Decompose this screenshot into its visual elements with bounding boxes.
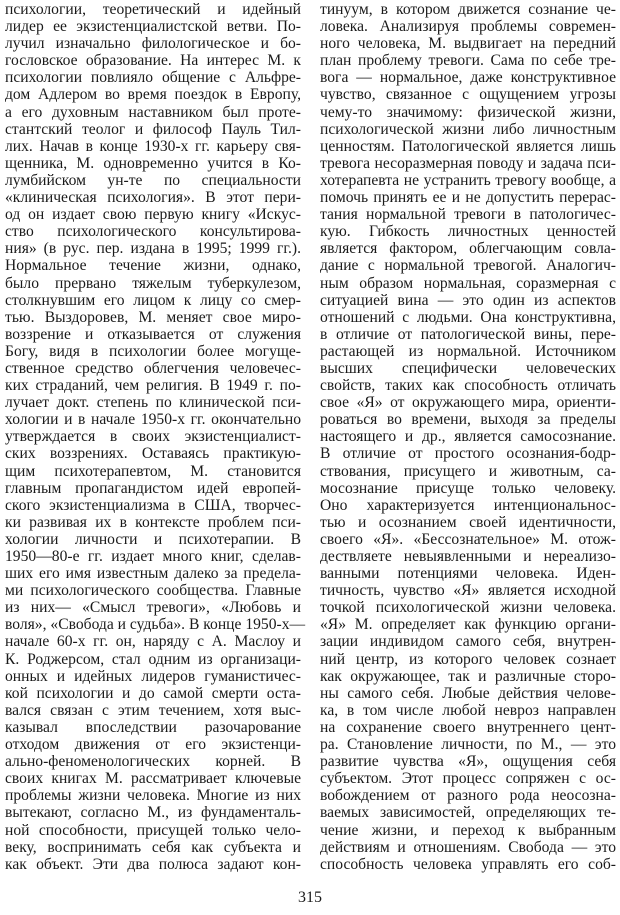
text-line: «клиническая психология». В этот пери- [5,189,301,207]
text-line: вобождением от разного рода неосозна- [320,787,616,805]
text-line: на сохранение своего внутреннего цент- [320,718,616,736]
text-line: ственное средство облегчения человечес- [5,359,301,377]
text-line: веку, воспринимать себя как субъекта и [5,838,301,856]
text-line: лидер ее экзистенциалистской ветви. По- [5,18,301,36]
text-line: чему-то значимому: физической жизни, [320,103,616,121]
text-line: «Я» М. определяет как функцию органи- [320,616,616,634]
text-line: отходом движения от его экзистенци- [5,736,301,754]
text-line: ны самого себя. Любые действия челове- [320,684,616,702]
text-line: казывал впоследствии разочарование [5,718,301,736]
text-line: 1950—80-е гг. издает много книг, сделав- [5,548,301,565]
text-line: ния» (в рус. пер. издана в 1995; 1999 гг.). [5,240,301,258]
text-line: стантский теолог и философ Пауль Тил- [5,120,301,138]
text-line: ванными потенциями человека. Иден- [320,565,616,583]
text-line: Оно характеризуется интенциональнос- [320,496,616,514]
text-line: хологии личности и психотерапии. В [5,530,301,548]
text-line: психологии, теоретический и идейный [5,1,301,18]
text-line: субъектом. Этот процесс сопряжен с ос- [320,770,616,788]
text-line: хологии и в начале 1950-х гг. окончательно [5,411,301,429]
left-text-column [5,1,306,873]
text-line: психологии повлияло общение с Альфре- [5,69,301,87]
text-line: зации индивидом самого себя, внутрен- [320,633,616,651]
text-line: своего «Я». «Бессознательное» М. отож- [320,530,616,548]
text-line: К. Роджерсом, стал одним из организаци- [5,650,301,668]
text-line: тью и осознанием своей идентичности, [320,513,616,531]
text-line: ших его имя известным далеко за предела- [5,565,301,583]
text-line: способность человека управлять его соб- [320,855,616,873]
text-line: план проблему тревоги. Сама по себе тре- [320,52,616,70]
text-line: свойств, таких как способность отличать [320,377,616,395]
text-line: тания нормальной тревоги в патологичес- [320,206,616,224]
text-line: роваться во времени, выходя за пределы [320,411,616,429]
text-line: лумбийском ун-те по специальности [5,171,301,189]
text-line: Нормальное течение жизни, однако, [5,257,301,275]
text-line: высших специфически человеческих [320,359,616,377]
text-line: ми психологического сообщества. Главные [5,582,301,600]
text-line: воля», «Свобода и судьба». В конце 1950-х— [5,616,306,634]
text-line: свое «Я» от окружающего мира, ориенти- [320,394,616,412]
text-line: ваемых зависимостей, определяющих те- [320,804,616,822]
text-line: столкнувшим его лицом к лицу со смер- [5,291,301,309]
text-line: чение жизни, и переход к выбранным [320,821,616,839]
text-line: из них— «Смысл тревоги», «Любовь и [5,599,301,617]
text-line: ного человека, М. выдвигает на передний [320,35,616,53]
text-line: как объект. Эти два полюса задают кон- [5,855,301,873]
text-line: воззрение и отказывается от служения [5,325,301,343]
text-line: помочь принять ее и не допустить перерас- [320,189,616,207]
right-text-column [320,1,616,873]
text-line: ствования, присущего и животным, са- [320,462,616,480]
text-line: кой психологии и до самой смерти оста- [5,684,301,702]
text-line: действиям и отношениям. Свобода — это [320,838,616,856]
text-line: главным пропагандистом идей европей- [5,479,301,497]
text-line: лих. Начав в конце 1930-х гг. карьеру свя- [5,137,301,155]
text-line: ких страданий, чем религия. В 1949 г. по- [5,377,301,395]
text-line: тичность, чувство «Я» является исходной [320,582,616,600]
text-line: начале 60-х гг. он, наряду с А. Маслоу и [5,633,301,651]
text-line: вога — нормальное, даже конструктивное [320,69,616,87]
text-line: дествляете невыявленными и нереализо- [320,548,616,565]
text-line: од он издает свою первую книгу «Искус- [5,206,301,224]
text-line: утверждается в своих экзистенциалист- [5,428,301,446]
text-line: хотерапевта не устранить тревогу вообще, а [320,171,616,189]
text-line: вался связан с этим течением, хотя выс- [5,701,301,719]
text-line: мосознание присуще только человеку. [320,479,616,497]
text-line: ценностям. Патологической является лишь [320,137,616,155]
text-line: было прервано тяжелым туберкулезом, [5,274,301,292]
text-line: ки развивая их в контексте проблем пси- [5,513,301,531]
text-line: В отличие от простого осознания-бодр- [320,445,616,463]
page-number: 315 [298,889,322,906]
text-line: Богу, видя в психологии более могуще- [5,342,301,360]
text-line: ского экзистенциализма в США, творчес- [5,496,301,514]
text-line: онных и идейных лидеров гуманистичес- [5,667,301,685]
text-line: дом Адлером во время поездок в Европу, [5,86,301,104]
text-line: лучил изначально филологическое и бо- [5,35,301,53]
text-line: гословское образование. На интерес М. к [5,52,301,70]
text-line: психологической жизни либо личностным [320,120,616,138]
text-line: настоящего и др., является самосознание. [320,428,616,446]
text-line: ка, в том числе любой невроз направлен [320,701,616,719]
text-line: отношений с людьми. Она конструктивна, [320,308,616,326]
text-line: вытекают, согласно М., из фундаменталь- [5,804,301,822]
text-line: проблемы жизни человека. Многие из них [5,787,301,805]
text-line: ально-феноменологических корней. В [5,753,301,771]
text-line: ра. Становление личности, по М., — это [320,736,616,754]
text-line: своих книгах М. рассматривает ключевые [5,770,301,788]
text-line: кую. Гибкость личностных ценностей [320,223,616,241]
text-line: тинуум, в котором движется сознание че- [320,1,616,18]
text-line: ной способности, присущей только чело- [5,821,301,839]
text-line: ловека. Анализируя проблемы современ- [320,18,616,36]
text-line: ских воззрениях. Оставаясь практикую- [5,445,301,463]
text-line: тревога несоразмерная поводу и задача пси- [320,154,616,172]
text-line: развитие чувства «Я», ощущения себя [320,753,616,771]
text-line: растающей из нормальной. Источником [320,342,616,360]
text-line: тью. Выздоровев, М. меняет свое миро- [5,308,301,326]
text-line: ний центр, из которого человек сознает [320,650,616,668]
text-line: является фактором, облегчающим совла- [320,240,616,258]
text-line: точкой психологической жизни человека. [320,599,616,617]
text-line: ситуацией вина — это один из аспектов [320,291,616,309]
text-line: чувство, связанное с ощущением угрозы [320,86,616,104]
text-line: как окружающее, так и различные сторо- [320,667,616,685]
text-line: лучает докт. степень по клинической пси- [5,394,301,412]
text-line: ство психологического консультирова- [5,223,301,241]
text-line: а его духовным наставником был проте- [5,103,301,121]
text-line: дание с нормальной тревогой. Аналогич- [320,257,616,275]
text-line: ным образом нормальная, соразмерная с [320,274,616,292]
text-line: в отличие от патологической вины, пере- [320,325,616,343]
text-line: щим психотерапевтом, М. становится [5,462,301,480]
text-line: щенника, М. одновременно учится в Ко- [5,154,301,172]
